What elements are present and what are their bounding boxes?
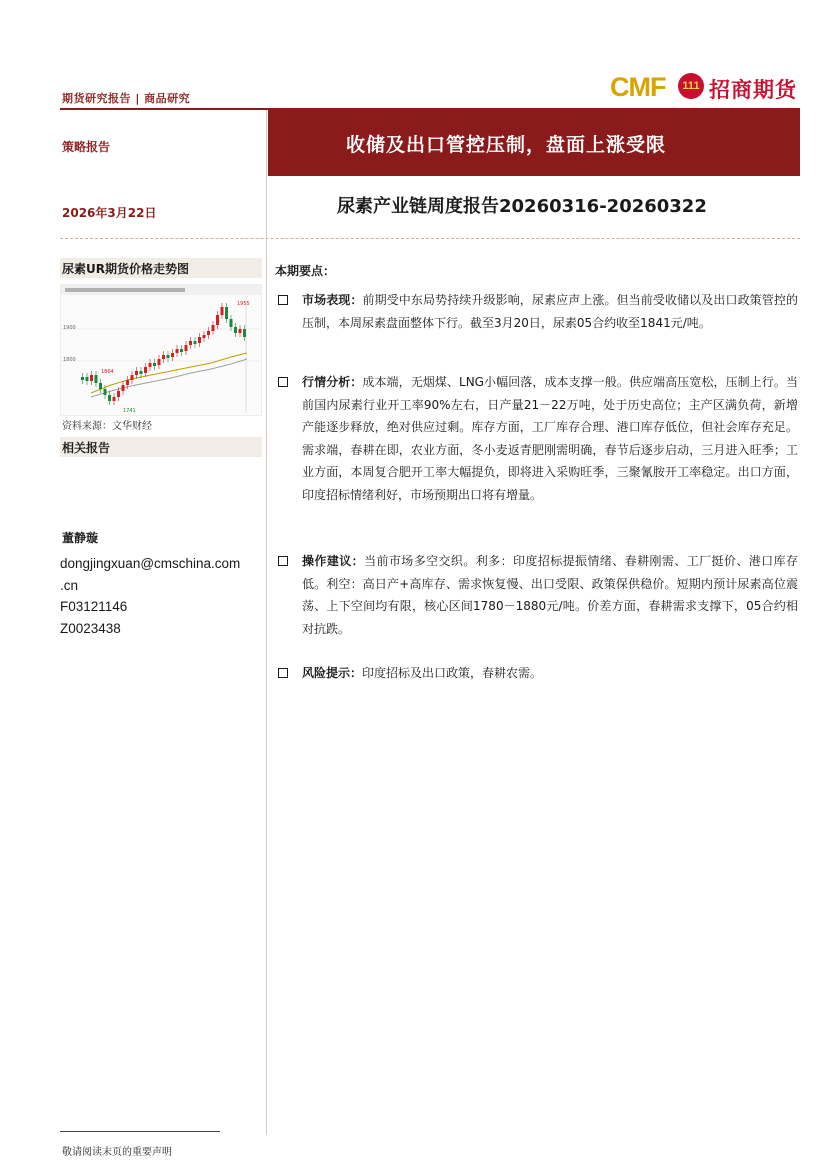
candle <box>149 363 152 367</box>
ma-line-1 <box>91 353 247 393</box>
y-tick-1800: 1800 <box>63 357 76 363</box>
cmf-logo <box>608 68 800 108</box>
author-name: 董静璇 <box>62 531 99 545</box>
candle <box>158 359 161 365</box>
key-point-text: 当前市场多空交织。利多：印度招标提振情绪、春耕刚需、工厂挺价、港口库存低。利空：高日产+高库存、需求恢复慢、出口受限、政策保供稳价。短期内预计尿素高位震荡、上下空间均有限，核心区间1780－1880元/吨。价差方面，春耕需求支撑下，05合约相对抗跌。 <box>302 554 798 636</box>
candle <box>212 325 215 331</box>
mid-label: 1864 <box>101 369 114 375</box>
candle <box>225 307 228 319</box>
candle <box>162 355 165 359</box>
candle <box>108 395 111 401</box>
key-point-text: 成本端，无烟煤、LNG小幅回落，成本支撑一般。供应端高压宽松，压制上行。当前国内尿素行业开工率90%左右，日产量21－22万吨，处于历史高位；主产区满负荷，新增产能逐步释放，绝对供应过剩。库存方面，工厂库存合理、港口库存低位，但社会库存充足。需求端，春耕在即，农业方面，冬小麦返青肥刚需明确，春节后逐步启动，三月进入旺季；工业方面，本周复合肥开工率大幅提负，即将进入采购旺季，三聚氰胺开工率稳定。出口方面，印度招标情绪利好，市场预期出口将有增量。 <box>302 375 798 502</box>
price-chart-svg <box>61 285 261 415</box>
key-point-label: 风险提示： <box>302 666 363 680</box>
key-point-label: 市场表现： <box>302 293 363 307</box>
candle <box>104 389 107 395</box>
ma-line-2 <box>91 359 247 397</box>
chart-legend-text <box>65 288 185 292</box>
key-point-item <box>278 550 798 640</box>
candles-group <box>81 303 246 405</box>
candle <box>122 385 125 391</box>
logo-text: CMF <box>610 72 666 102</box>
candle <box>95 375 98 383</box>
author-contact <box>60 553 240 639</box>
footer-disclaimer: 敬请阅读末页的重要声明 <box>62 1147 172 1158</box>
candle <box>113 397 116 401</box>
related-reports-title: 相关报告 <box>60 437 262 457</box>
candle <box>135 371 138 375</box>
candle <box>189 341 192 345</box>
low-label: 1741 <box>123 408 136 414</box>
author-email[interactable]: dongjingxuan@cmschina.com <box>60 556 241 571</box>
candle <box>243 329 246 337</box>
candle <box>86 377 89 381</box>
candle <box>144 367 147 373</box>
column-divider <box>266 110 267 1135</box>
key-point-item <box>278 371 798 506</box>
candle <box>185 345 188 351</box>
candle <box>194 341 197 344</box>
candle <box>203 335 206 338</box>
key-point-label: 操作建议： <box>302 554 365 568</box>
candle <box>176 349 179 353</box>
candle <box>234 327 237 333</box>
logo-cn: 招商期货 <box>709 78 797 102</box>
report-date: 2026年3月22日 <box>62 206 157 220</box>
key-point-label: 行情分析： <box>302 375 363 389</box>
candle <box>167 355 170 358</box>
candle <box>239 329 242 333</box>
y-tick-1900: 1900 <box>63 325 76 331</box>
candle <box>198 337 201 343</box>
report-subtitle: 尿素产业链周度报告20260316-20260322 <box>337 196 707 217</box>
candle <box>153 363 156 366</box>
title-banner <box>268 110 800 176</box>
author-cert-f: F03121146 <box>60 599 128 614</box>
key-points-heading: 本期要点： <box>275 264 336 278</box>
checkbox-bullet-icon <box>278 295 288 305</box>
checkbox-bullet-icon <box>278 377 288 387</box>
candle <box>90 375 93 381</box>
author-cert-z: Z0023438 <box>60 620 121 636</box>
author-email-suffix: .cn <box>60 577 79 593</box>
report-title: 收储及出口管控压制，盘面上涨受限 <box>346 134 667 156</box>
candle <box>99 383 102 389</box>
candle <box>126 380 129 385</box>
candle <box>216 315 219 325</box>
checkbox-bullet-icon <box>278 556 288 566</box>
report-type: 策略报告 <box>62 140 111 154</box>
key-point-text: 印度招标及出口政策，春耕农需。 <box>362 666 543 680</box>
logo-badge-icon: 111 <box>678 73 704 99</box>
candle <box>221 307 224 315</box>
chart-title: 尿素UR期货价格走势图 <box>60 258 262 278</box>
checkbox-bullet-icon <box>278 668 288 678</box>
candle <box>207 331 210 335</box>
candle <box>171 353 174 357</box>
key-point-item <box>278 662 798 685</box>
chart-source: 资料来源：文华财经 <box>62 421 152 432</box>
candle <box>81 377 84 380</box>
candle <box>180 349 183 352</box>
dashed-divider <box>60 238 800 239</box>
key-point-text: 前期受中东局势持续升级影响，尿素应声上涨。但当前受收储以及出口政策管控的压制，本周尿素盘面整体下行。截至3月20日，尿素05合约收至1841元/吨。 <box>302 293 798 330</box>
candle <box>140 371 143 374</box>
candle <box>117 391 120 397</box>
price-chart <box>60 284 262 416</box>
high-label: 1955 <box>237 301 250 307</box>
candle <box>230 319 233 327</box>
footer-rule <box>60 1131 220 1132</box>
report-category: 期货研究报告 | 商品研究 <box>62 92 191 105</box>
key-point-item <box>278 289 798 334</box>
candle <box>131 375 134 380</box>
